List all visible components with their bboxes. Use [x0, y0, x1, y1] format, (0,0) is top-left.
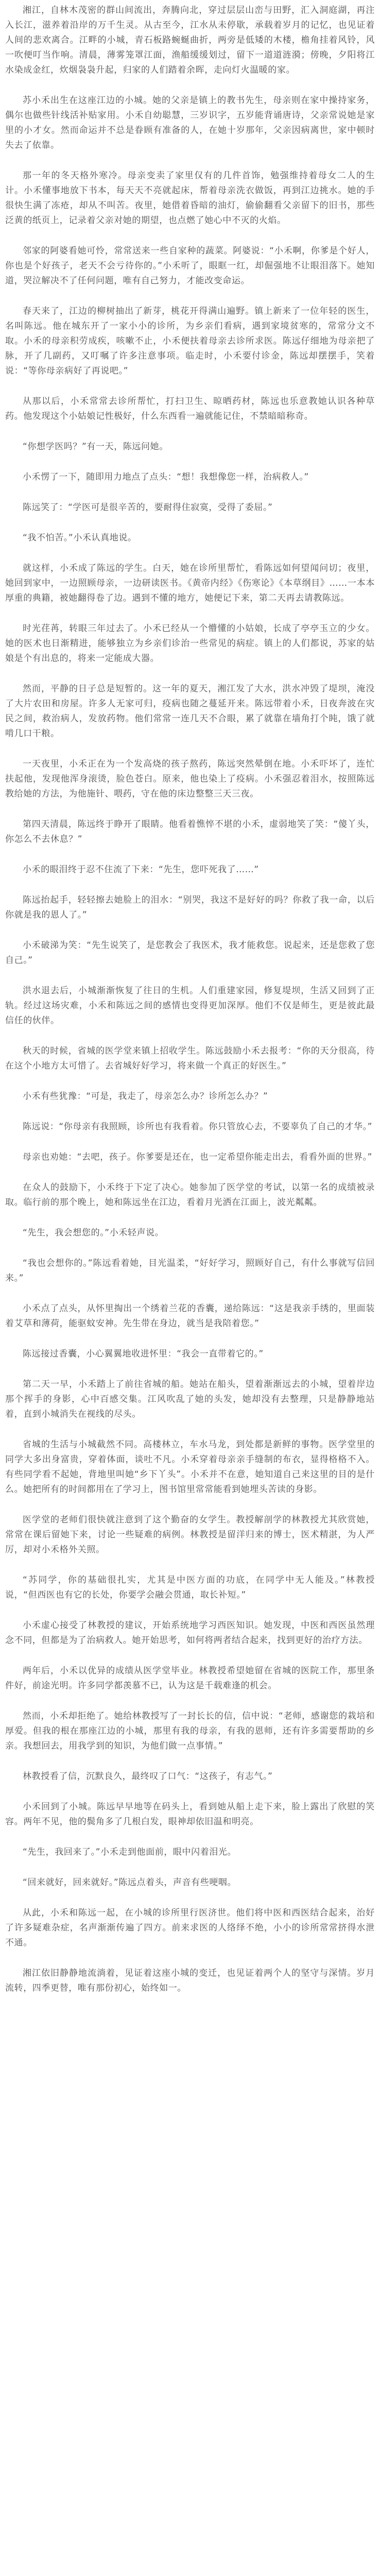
- article-paragraph: 小禾点了点头，从怀里掏出一个绣着兰花的香囊，递给陈远：“这是我亲手绣的，里面装着艾草和薄荷，能驱蚊安神。先生带在身边，就当是我陪着您。”: [5, 1303, 375, 1329]
- article-paragraph: 省城的生活与小城截然不同。高楼林立，车水马龙，到处都是新鲜的事物。医学堂里的同学大多出身富贵，穿着体面，谈吐不凡。小禾穿着母亲亲手缝制的布衣，显得格格不入。有些同学看不起她，背地里叫她“乡下丫头”。小禾并不在意，她知道自己来这里的目的是什么。她把所有的时间都用在了学习上，图书馆里常常能看到她埋头苦读的身影。: [5, 1439, 375, 1495]
- article-paragraph: 陈远抬起手，轻轻擦去她脸上的泪水：“别哭，我这不是好好的吗？你救了我一命，以后你就是我的恩人了。”: [5, 895, 375, 920]
- article-paragraph: 陈远接过香囊，小心翼翼地收进怀里：“我会一直带着它的。”: [23, 1349, 264, 1359]
- paragraph-gap: [5, 1074, 375, 1089]
- article-paragraph: 洪水退去后，小城渐渐恢复了往日的生机。人们重建家园，修复堤坝，生活又回到了正轨。经过这场灾难，小禾和陈远之间的感情也变得更加深厚。他们不仅是师生，更是彼此最信任的伙伴。: [5, 986, 375, 1026]
- paragraph-gap: [5, 1693, 375, 1709]
- article-paragraph: 小禾破涕为笑：“先生说笑了，是您教会了我医术，我才能救您。说起来，还是您救了您自己。”: [5, 940, 375, 965]
- article-paragraph: 秋天的时候，省城的医学堂来镇上招收学生。陈远鼓励小禾去报考：“你的天分很高，待在这个小地方太可惜了。去省城好好学习，将来做一个真正的好医生。”: [5, 1046, 375, 1071]
- article-paragraph: “你想学医吗？”有一天，陈远问她。: [23, 442, 168, 452]
- paragraph-gap: [5, 1362, 375, 1377]
- paragraph-gap: [5, 454, 375, 470]
- article-paragraph: “我不怕苦。”小禾认真地说。: [23, 533, 137, 543]
- paragraph-gap: [5, 666, 375, 682]
- article-paragraph: 两年后，小禾以优异的成绩从医学堂毕业。林教授希望她留在省城的医院工作，那里条件好，前途光明。许多同学都羡慕不已，认为这是千载难逢的机会。: [5, 1666, 375, 1691]
- article-paragraph: 陈远说：“你母亲有我照顾，诊所也有我看着。你只管放心去，不要辜负了自己的才华。”: [23, 1122, 373, 1132]
- paragraph-gap: [5, 1104, 375, 1120]
- article-paragraph: 小禾回到了小城。陈远早早地等在码头上，看到她从船上走下来，脸上露出了欣慰的笑容。两年不见，他的鬓角多了几根白发，眼神却依旧温和明亮。: [5, 1802, 375, 1827]
- paragraph-gap: [5, 485, 375, 500]
- article-paragraph: 第二天一早，小禾踏上了前往省城的船。她站在船头，望着渐渐远去的小城，望着岸边那个挥手的身影，心中百感交集。江风吹乱了她的头发，她却没有去整理，只是静静地站着，直到小城消失在视线的尽头。: [5, 1379, 375, 1419]
- paragraph-gap: [5, 379, 375, 394]
- article-paragraph: 春天来了，江边的柳树抽出了新芽，桃花开得满山遍野。镇上新来了一位年轻的医生，名叫陈远。他在城东开了一家小小的诊所，为乡亲们看病，遇到家境贫寒的，常常分文不取。小禾的母亲积劳成疾，咳嗽不止，小禾便扶着母亲去诊所求医。陈远仔细地为母亲把了脉，开了几副药，又叮嘱了许多注意事项。临走时，小禾要付诊金，陈远却摆摆手，笑着说：“等你母亲病好了再说吧。”: [5, 306, 375, 376]
- paragraph-gap: [5, 153, 375, 168]
- article-paragraph: 苏小禾出生在这座江边的小城。她的父亲是镇上的教书先生，母亲则在家中操持家务，偶尔也做些针线活补贴家用。小禾自幼聪慧，三岁识字，五岁能背诵唐诗，父亲常说她是家里的小才女。然而命运并不总是眷顾有准备的人，在她十岁那年，父亲因病离世，家中顿时失去了依靠。: [5, 95, 375, 150]
- paragraph-gap: [5, 546, 375, 561]
- paragraph-gap: [5, 1028, 375, 1044]
- article-paragraph: 第四天清晨，陈远终于睁开了眼睛。他看着憔悴不堪的小禾，虚弱地笑了笑：“傻丫头，你怎么不去休息？”: [5, 819, 375, 844]
- article-paragraph: 湘江依旧静静地流淌着，见证着这座小城的变迁，也见证着两个人的坚守与深情。岁月流转，四季更替，唯有那份初心，始终如一。: [5, 1968, 375, 1993]
- paragraph-gap: [5, 1241, 375, 1256]
- paragraph-gap: [5, 78, 375, 93]
- paragraph-gap: [5, 923, 375, 938]
- paragraph-gap: [5, 1648, 375, 1664]
- paragraph-gap: [5, 606, 375, 621]
- article-paragraph: “先生，我会想您的。”小禾轻声说。: [23, 1228, 164, 1238]
- article-paragraph: 陈远笑了：“学医可是很辛苦的，要耐得住寂寞，受得了委屈。”: [23, 502, 273, 513]
- paragraph-gap: [5, 1557, 375, 1573]
- paragraph-gap: [5, 289, 375, 304]
- article-paragraph: “先生，我回来了。”小禾走到他面前，眼中闪着泪光。: [23, 1847, 237, 1857]
- article-paragraph: 医学堂的老师们很快就注意到了这个勤奋的女学生。教授解剖学的林教授尤其欣赏她，常常在课后留她下来，讨论一些疑难的病例。林教授是留洋归来的博士，医术精湛，为人严厉，却对小禾格外关照。: [5, 1515, 375, 1555]
- paragraph-gap: [5, 847, 375, 862]
- paragraph-gap: [5, 1860, 375, 1875]
- article-paragraph: “回来就好，回来就好。”陈远点着头，声音有些哽咽。: [23, 1877, 237, 1888]
- article-paragraph: 就这样，小禾成了陈远的学生。白天，她在诊所里帮忙，看陈远如何望闻问切；夜里，她回到家中，一边照顾母亲，一边研读医书。《黄帝内经》《伤寒论》《本草纲目》……一本本厚重的典籍，被她翻得卷了边。遇到不懂的地方，她便记下来，第二天再去请教陈远。: [5, 563, 375, 603]
- article-body: [5, 3, 375, 1996]
- paragraph-gap: [5, 968, 375, 984]
- paragraph-gap: [5, 515, 375, 531]
- article-paragraph: 从那以后，小禾常常去诊所帮忙，打扫卫生、晾晒药材，陈远也乐意教她认识各种草药。他发现这个小姑娘记性极好，什么东西看一遍就能记住，不禁暗暗称奇。: [5, 396, 375, 421]
- article-paragraph: 然而，小禾却拒绝了。她给林教授写了一封长长的信，信中说：“老师，感谢您的栽培和厚爱。但我的根在那座江边的小城，那里有我的母亲，有我的恩师，还有许多需要帮助的乡亲。我想回去，用我学到的知识，为他们做一点事情。”: [5, 1711, 375, 1751]
- article-paragraph: 小禾虚心接受了林教授的建议，开始系统地学习西医知识。她发现，中医和西医虽然理念不同，但都是为了治病救人。她开始思考，如何将两者结合起来，找到更好的治疗方法。: [5, 1620, 375, 1646]
- paragraph-gap: [5, 1603, 375, 1618]
- article-paragraph: 然而，平静的日子总是短暂的。这一年的夏天，湘江发了大水，洪水冲毁了堤坝，淹没了大片农田和房屋。许多人无家可归，疫病也随之蔓延开来。陈远带着小禾，日夜奔波在灾民之间，救治病人，发放药物。他们常常一连几天不合眼，累了就靠在墙角打个盹，饿了就啃几口干粮。: [5, 684, 375, 739]
- article-paragraph: 那一年的冬天格外寒冷。母亲变卖了家里仅有的几件首饰，勉强维持着母女二人的生计。小禾懂事地放下书本，每天天不亮就起床，帮着母亲洗衣做饭，再到江边挑水。她的手很快生满了冻疮，却从不叫苦。夜里，她借着昏暗的油灯，偷偷翻看父亲留下的旧书，那些泛黄的纸页上，记录着父亲对她的期望，也点燃了她心中不灭的火焰。: [5, 171, 375, 226]
- paragraph-gap: [5, 741, 375, 757]
- paragraph-gap: [5, 1951, 375, 1966]
- paragraph-gap: [5, 1754, 375, 1769]
- paragraph-gap: [5, 1422, 375, 1437]
- paragraph-gap: [5, 1210, 375, 1226]
- paragraph-gap: [5, 1165, 375, 1180]
- paragraph-gap: [5, 1134, 375, 1150]
- paragraph-gap: [5, 228, 375, 244]
- paragraph-gap: [5, 877, 375, 893]
- article-paragraph: 在众人的鼓励下，小禾终于下定了决心。她参加了医学堂的考试，以第一名的成绩被录取。临行前的那个晚上，她和陈远坐在江边，看着月光洒在江面上，波光粼粼。: [5, 1182, 375, 1208]
- article-paragraph: 一天夜里，小禾正在为一个发高烧的孩子熬药，陈远突然晕倒在地。小禾吓坏了，连忙扶起他，发现他浑身滚烫，脸色苍白。原来，他也染上了疫病。小禾强忍着泪水，按照陈远教给她的方法，为他施针、喂药，守在他的床边整整三天三夜。: [5, 759, 375, 799]
- article-paragraph: 林教授看了信，沉默良久，最终叹了口气：“这孩子，有志气。”: [23, 1771, 273, 1782]
- paragraph-gap: [5, 1331, 375, 1347]
- article-paragraph: 湘江，自林木茂密的群山间流出，奔腾向北，穿过层层山峦与田野，汇入洞庭湖，再注入长江，滋养着沿岸的万千生灵。从古至今，江水从未停歇，承载着岁月的记忆，也见证着人间的悲欢离合。江畔的小城，青石板路蜿蜒曲折，两旁是低矮的木楼，檐角挂着风铃，风一吹便叮当作响。清晨，薄雾笼罩江面，渔船缓缓划过，留下一道道涟漪；傍晚，夕阳将江水染成金红，炊烟袅袅升起，归家的人们踏着余晖，走向灯火温暖的家。: [5, 5, 375, 75]
- article-paragraph: 母亲也劝她：“去吧，孩子。你爹要是还在，也一定希望你能走出去，看看外面的世界。”: [23, 1152, 373, 1162]
- article-paragraph: 小禾有些犹豫：“可是，我走了，母亲怎么办？诊所怎么办？”: [23, 1091, 268, 1101]
- article-paragraph: “我也会想你的。”陈远看着她，目光温柔，“好好学习，照顾好自己，有什么事就写信回来。”: [5, 1258, 375, 1283]
- article-paragraph: 时光荏苒，转眼三年过去了。小禾已经从一个懵懂的小姑娘，长成了亭亭玉立的少女。她的医术也日渐精进，能够独立为乡亲们诊治一些常见的病症。镇上的人们都说，苏家的姑娘是个有出息的，将来一定能成大器。: [5, 623, 375, 664]
- paragraph-gap: [5, 1784, 375, 1800]
- paragraph-gap: [5, 1829, 375, 1845]
- article-paragraph: 邻家的阿婆看她可怜，常常送来一些自家种的蔬菜。阿婆说：“小禾啊，你爹是个好人，你也是个好孩子，老天不会亏待你的。”小禾听了，眼眶一红，却倔强地不让眼泪落下。她知道，哭泣解决不了任何问题，唯有自己努力，才能改变命运。: [5, 246, 375, 286]
- article-paragraph: “苏同学，你的基础很扎实，尤其是中医方面的功底，在同学中无人能及。”林教授说，“但西医也有它的长处，你要学会融会贯通，取长补短。”: [5, 1575, 375, 1600]
- paragraph-gap: [5, 424, 375, 439]
- article-paragraph: 小禾的眼泪终于忍不住流了下来：“先生，您吓死我了……”: [23, 865, 259, 875]
- paragraph-gap: [5, 802, 375, 817]
- article-paragraph: 从此，小禾和陈远一起，在小城的诊所里行医济世。他们将中医和西医结合起来，治好了许多疑难杂症，名声渐渐传遍了四方。前来求医的人络绎不绝，小小的诊所常常挤得水泄不通。: [5, 1908, 375, 1948]
- paragraph-gap: [5, 1286, 375, 1301]
- article-paragraph: 小禾愣了一下，随即用力地点了点头：“想！我想像您一样，治病救人。”: [23, 472, 309, 482]
- paragraph-gap: [5, 1497, 375, 1513]
- paragraph-gap: [5, 1890, 375, 1906]
